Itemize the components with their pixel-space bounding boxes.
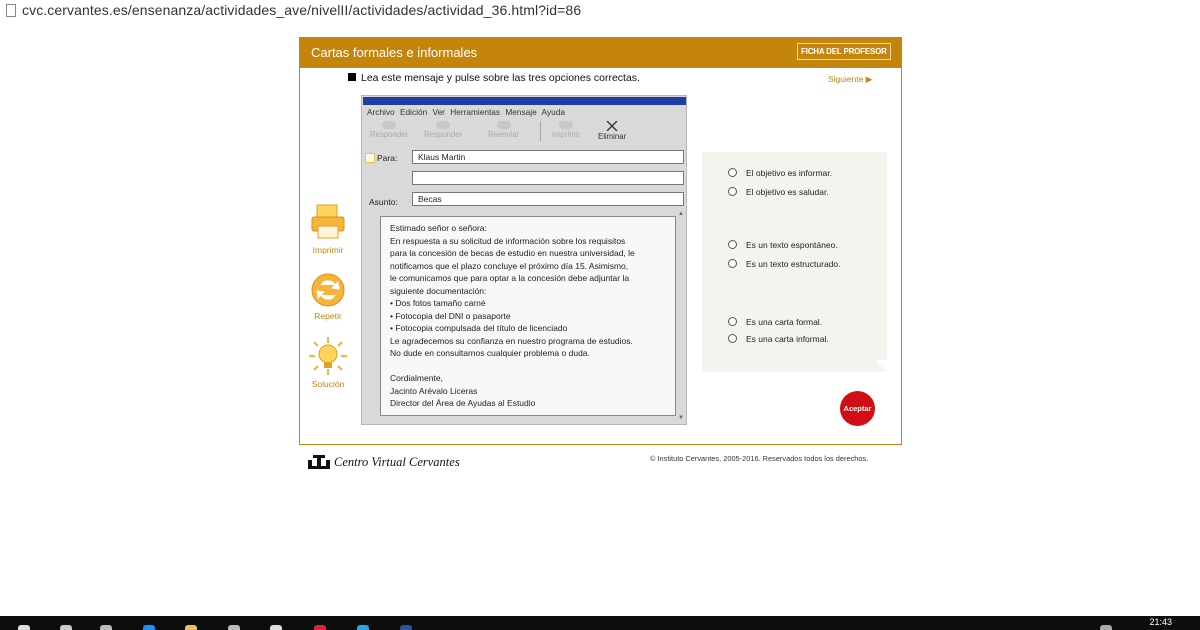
page-curl (875, 360, 887, 372)
body-line: Jacinto Arévalo Liceras (390, 385, 478, 396)
solution-tool[interactable] (305, 336, 351, 389)
next-link[interactable]: Siguiente ▶ (828, 74, 873, 84)
radio-button[interactable] (728, 168, 737, 177)
page-icon (6, 4, 16, 17)
option-greet[interactable] (728, 187, 829, 197)
clock[interactable]: 21:43 (1149, 617, 1172, 627)
forward-label: Reenviar (488, 130, 520, 139)
word-icon[interactable] (400, 625, 412, 630)
forward-icon (497, 121, 511, 129)
body-line: No dude en consultarnos cualquier problema o duda. (390, 348, 590, 358)
app-icon[interactable] (270, 625, 282, 630)
instruction-text: Lea este mensaje y pulse sobre las tres opciones correctas. (361, 72, 640, 84)
activity-header (300, 38, 901, 68)
body-line: • Dos fotos tamaño carné (390, 298, 486, 308)
delete-icon (605, 121, 619, 131)
delete-label: Eliminar (598, 132, 627, 141)
address-bar[interactable] (0, 0, 1200, 22)
body-line: siguiente documentación: (390, 285, 487, 296)
reply-icon (382, 121, 396, 129)
body-line: Le agradecemos su confianza en nuestro programa de estudios. (390, 335, 633, 346)
print-label: Imprimir (312, 245, 344, 255)
body-line (390, 360, 666, 373)
reply-label: Responder (370, 130, 409, 139)
flag-icon (365, 153, 375, 163)
email-title-bar (363, 97, 686, 105)
radio-button[interactable] (728, 240, 737, 249)
body-line: Cordialmente, (390, 373, 443, 383)
body-line: • Fotocopia compulsada del título de licenciado (390, 323, 568, 333)
taskbar (0, 616, 1200, 630)
body-line: Director del Área de Ayudas al Estudio (390, 398, 536, 408)
option-informal[interactable] (728, 334, 829, 344)
radio-button[interactable] (728, 187, 737, 196)
lightbulb-icon (308, 336, 348, 376)
folder-icon[interactable] (185, 625, 197, 630)
url-text[interactable]: cvc.cervantes.es/ensenanza/actividades_ave/nivelII/actividades/actividad_36.html?id=86 (22, 2, 582, 18)
copyright: © Instituto Cervantes, 2005-2016. Reservados todos los derechos. (650, 454, 869, 463)
reply-all-label: Responder (424, 130, 463, 139)
scroll-up-icon[interactable]: ▲ (678, 211, 684, 217)
teacher-sheet-button[interactable]: FICHA DEL PROFESOR (797, 43, 891, 60)
start-icon[interactable] (18, 625, 30, 630)
option-label: Es una carta formal. (746, 317, 823, 327)
logo-text: Centro Virtual Cervantes (334, 455, 460, 469)
email-toolbar (362, 119, 686, 143)
radio-button[interactable] (728, 317, 737, 326)
to-field[interactable]: Klaus Martin (412, 150, 684, 164)
body-line: En respuesta a su solicitud de información sobre los requisitos (390, 235, 626, 246)
repeat-icon (310, 272, 346, 308)
radio-button[interactable] (728, 334, 737, 343)
cc-field[interactable] (412, 171, 684, 185)
task-view-icon[interactable] (100, 625, 112, 630)
skype-icon[interactable] (357, 625, 369, 630)
delete-button[interactable] (598, 121, 626, 141)
store-icon[interactable] (228, 625, 240, 630)
body-line: le comunicamos que para optar a la concesión debe adjuntar la (390, 273, 630, 283)
reply-all-icon (436, 121, 450, 129)
option-label: Es un texto estructurado. (746, 259, 841, 269)
forward-button[interactable] (488, 121, 519, 139)
body-line: notificamos que el plazo concluye el próximo día 15. Asimismo, (390, 260, 629, 271)
print-email-icon (559, 121, 573, 129)
body-line: Estimado señor o señora: (390, 223, 487, 233)
printer-icon (308, 202, 348, 242)
activity-title: Cartas formales e informales (311, 45, 478, 60)
search-icon[interactable] (60, 625, 72, 630)
email-window (361, 95, 687, 425)
reply-all-button[interactable] (424, 121, 462, 139)
activity-frame (299, 37, 902, 445)
repeat-tool[interactable] (305, 272, 351, 321)
instruction (348, 72, 640, 84)
body-line: para la concesión de becas de estudio en nuestra universidad, le (390, 248, 635, 258)
option-label: El objetivo es informar. (746, 168, 832, 178)
subject-label: Asunto: (369, 197, 398, 207)
cervantes-logo-icon (308, 455, 330, 469)
body-line: • Fotocopia del DNI o pasaporte (390, 310, 511, 321)
to-label: Para: (377, 153, 398, 163)
option-spontaneous[interactable] (728, 240, 838, 250)
print-email-label: Imprimir (552, 130, 581, 139)
solution-label: Solución (311, 379, 345, 389)
option-formal[interactable] (728, 317, 822, 327)
option-label: Es una carta informal. (746, 334, 829, 344)
tray-icon[interactable] (1100, 625, 1112, 630)
scroll-down-icon[interactable]: ▼ (678, 415, 684, 421)
subject-field[interactable]: Becas (412, 192, 684, 206)
chrome-icon[interactable] (314, 625, 326, 630)
reply-button[interactable] (370, 121, 408, 139)
accept-button[interactable]: Aceptar (840, 391, 875, 426)
bullet-icon (348, 73, 356, 81)
option-label: El objetivo es saludar. (746, 187, 829, 197)
toolbar-separator (540, 121, 541, 141)
option-inform[interactable] (728, 168, 832, 178)
email-menu-bar[interactable]: Archivo Edición Ver Herramientas Mensaje Ayuda (367, 107, 565, 117)
print-tool[interactable] (305, 202, 351, 255)
email-body[interactable] (380, 216, 676, 416)
repeat-label: Repetir (314, 311, 342, 321)
cervantes-logo[interactable] (308, 455, 460, 470)
print-email-button[interactable] (552, 121, 580, 139)
option-structured[interactable] (728, 259, 841, 269)
option-label: Es un texto espontáneo. (746, 240, 838, 250)
radio-button[interactable] (728, 259, 737, 268)
options-panel (702, 152, 887, 372)
edge-icon[interactable] (143, 625, 155, 630)
